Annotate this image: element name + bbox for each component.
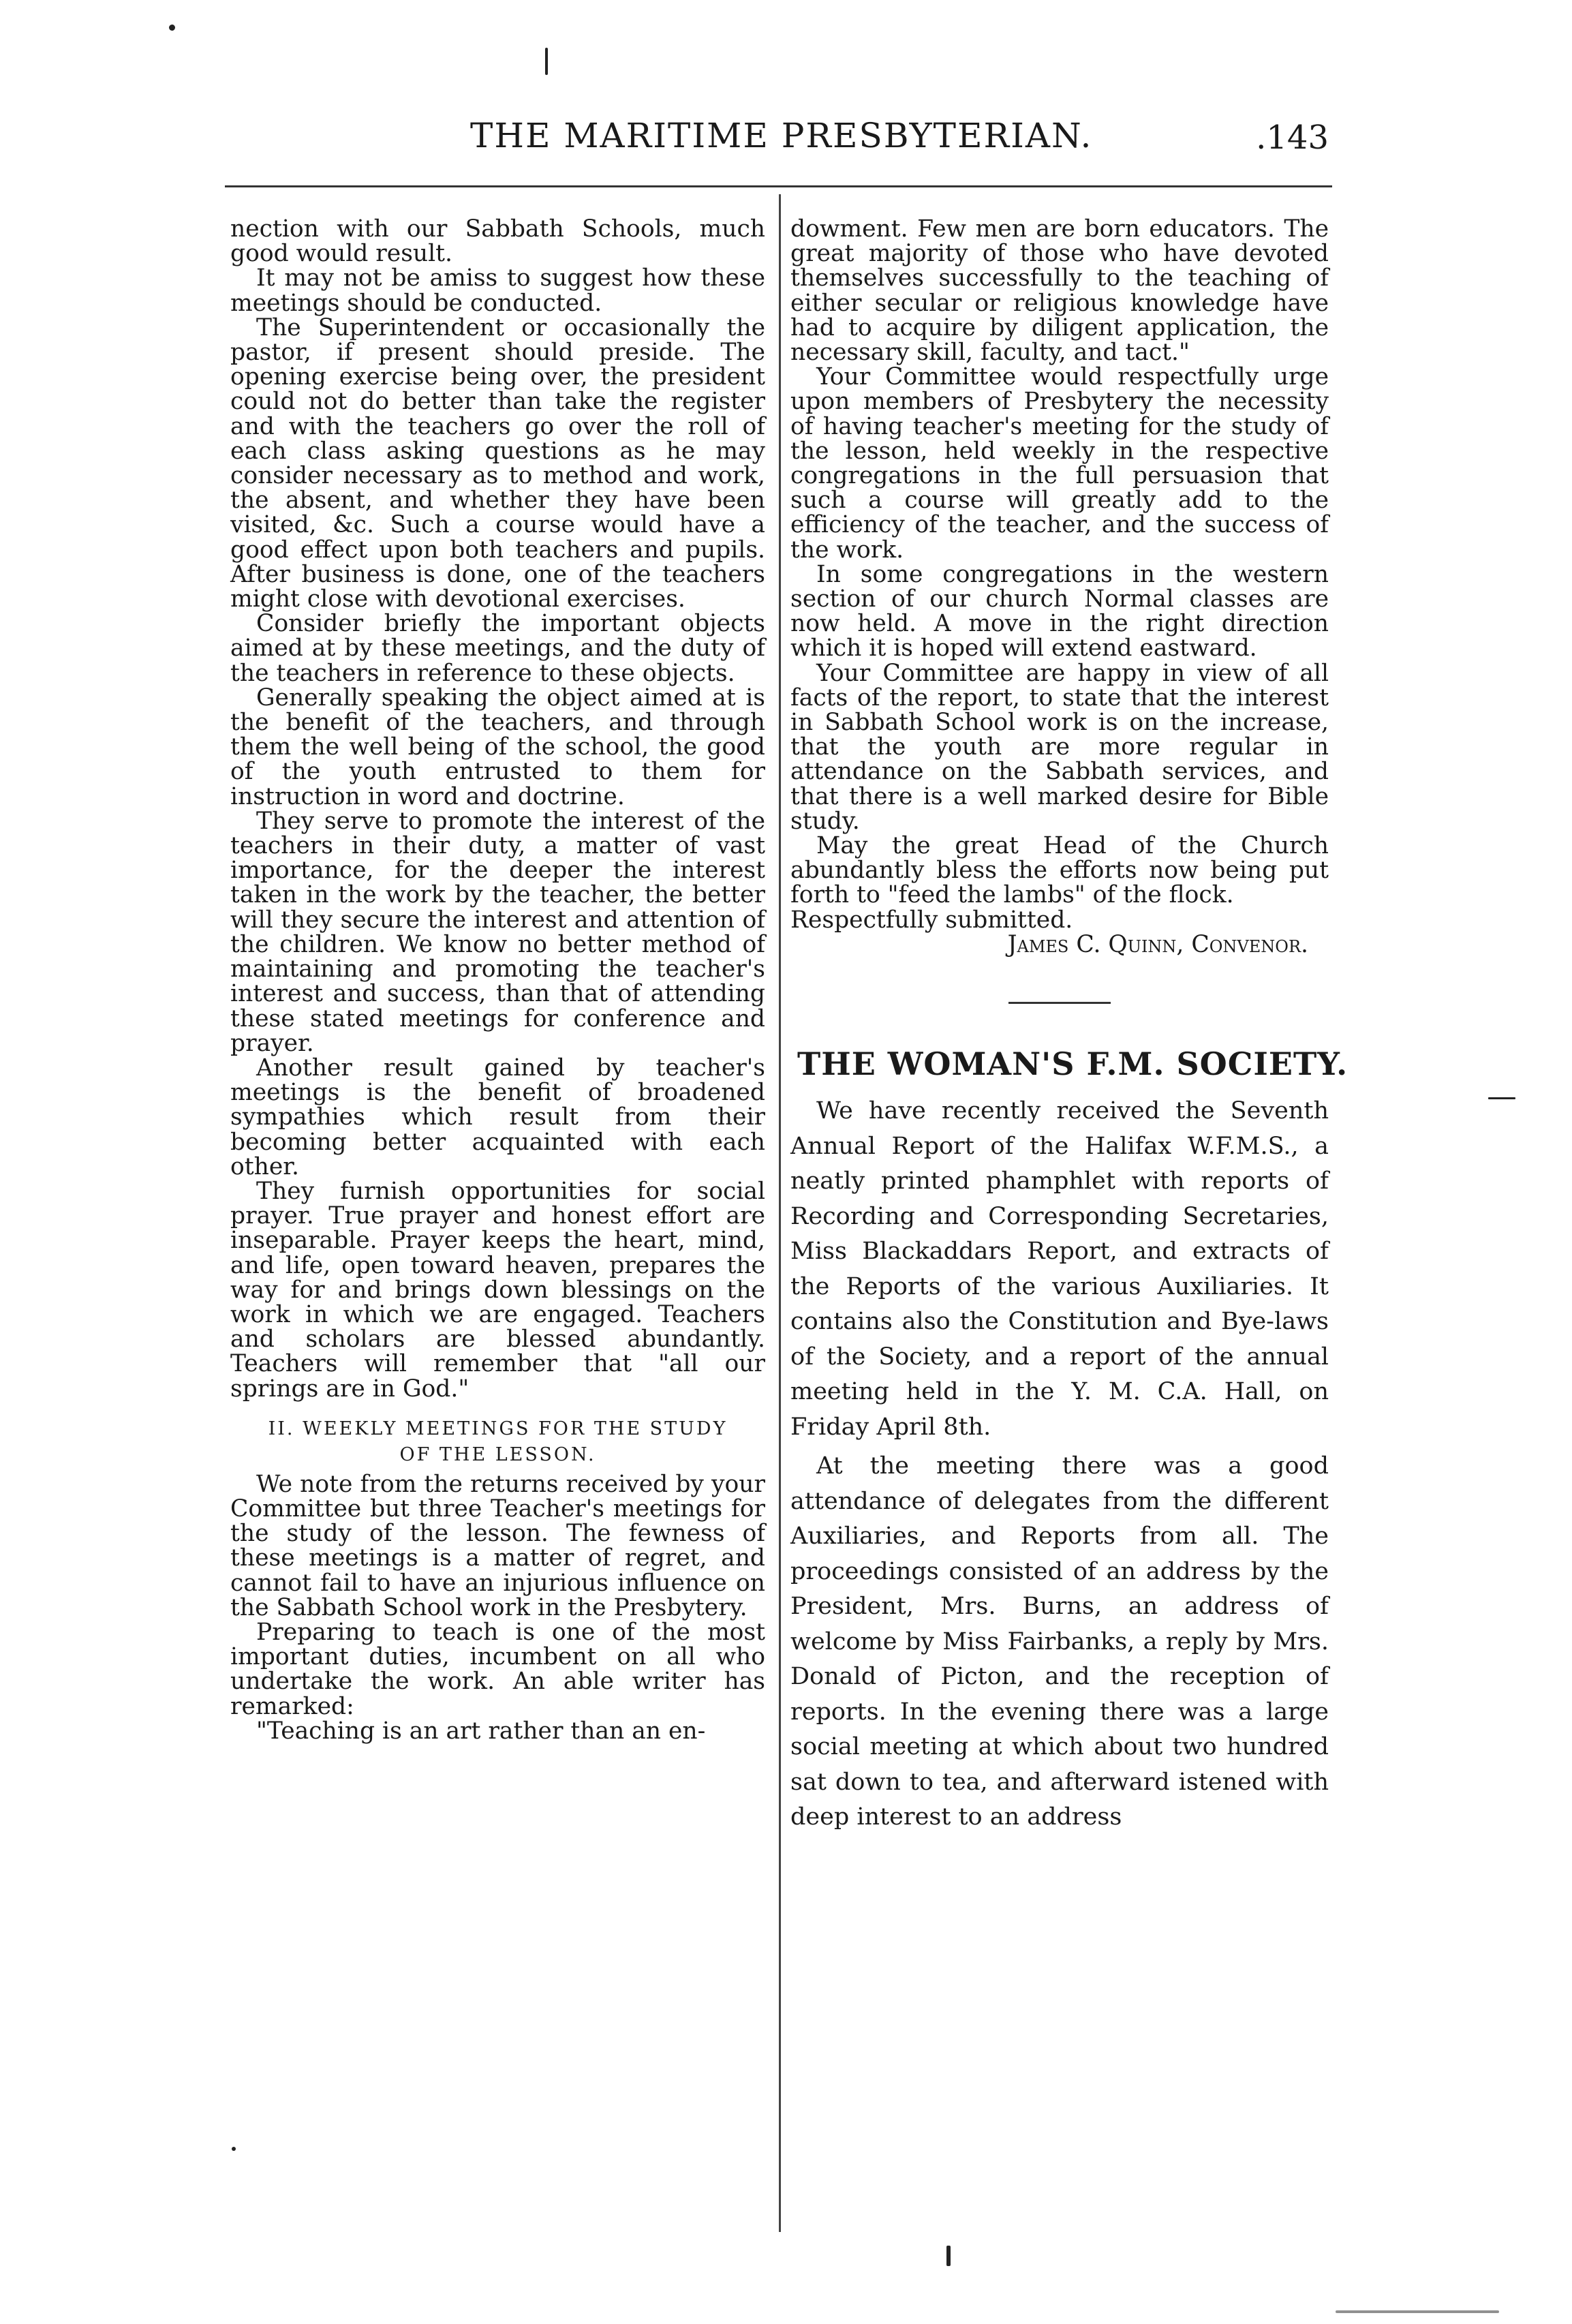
header-rule (225, 185, 1332, 187)
paragraph: dowment. Few men are born educators. The great majority of those who have devoted themselves successfully to the teaching of either secular or religious knowledge have had to acquire by diligent application, the necessary skill, faculty, and tact." (790, 215, 1329, 367)
paragraph: They serve to promote the interest of the teachers in their duty, a matter of vast importance, for the deeper the interest taken in the work by the teacher, the better will they secure the interest and attention of the children. We know no better method of maintaining and promoting the teacher's interest and success, than that of attending these stated meetings for conference and prayer. (230, 807, 765, 1057)
paragraph: At the meeting there was a good attendance of delegates from the different Auxiliaries, and Reports from all. The proceedings consisted of an address by the President, Mrs. Burns, an address of welcome by Miss Fairbanks, a reply by Mrs. Donald of Picton, and the reception of reports. In the evening there was a large social meeting at which about two hundred sat down to tea, and afterward istened with deep interest to an address (790, 1452, 1329, 1831)
left-column (230, 217, 765, 1743)
paragraph: Consider briefly the important objects aimed at by these meetings, and the duty of the teachers in reference to these objects. (230, 610, 765, 687)
paragraph: Generally speaking the object aimed at is the benefit of the teachers, and through them the well being of the school, the good of the youth entrusted to them for instruction in word and doctrine. (230, 684, 765, 810)
paragraph: They furnish opportunities for social prayer. True prayer and honest effort are inseparable. Prayer keeps the heart, mind, and life, open toward heaven, prepares the way for and brings down blessings on the work in which we are engaged. Teachers and scholars are blessed abundantly. Teachers will remember that "all our springs are in God." (230, 1177, 765, 1403)
signature: James C. Quinn, Convenor. (1007, 930, 1308, 958)
closing-line: Respectfully submitted. (790, 906, 1073, 934)
paragraph: Your Committee would respectfully urge upon members of Presbytery the necessity of having teacher's meeting for the study of the lesson, held weekly in the respective congregations in the full persuasion that such a course will greatly add to the efficiency of the teacher, and the success of the work. (790, 363, 1329, 564)
publication-title: THE MARITIME PRESBYTERIAN. (470, 116, 1093, 155)
paragraph: nection with our Sabbath Schools, much good would result. (230, 215, 765, 268)
scan-speck (1488, 1097, 1515, 1099)
paragraph: We have recently received the Seventh Annual Report of the Halifax W.F.M.S., a neatly printed phamphlet with reports of Recording and Corresponding Secretaries, Miss Blackaddars Report, and extracts of the Reports of the various Auxiliaries. It contains also the Constitution and Bye-laws of the Society, and a report of the annual meeting held in the Y. M. C.A. Hall, on Friday April 8th. (790, 1097, 1329, 1441)
scan-speck (545, 48, 548, 75)
article-title: THE WOMAN'S F.M. SOCIETY. (797, 1045, 1348, 1083)
article-body (790, 1094, 1329, 1835)
section-divider (1008, 1002, 1111, 1004)
column-divider (779, 194, 781, 2232)
section-heading-line: II. WEEKLY MEETINGS FOR THE STUDY (268, 1418, 728, 1439)
paragraph: In some congregations in the western section of our church Normal classes are now held. A move in the right direction which it is hoped will extend eastward. (790, 560, 1329, 662)
paragraph: Your Committee are happy in view of all facts of the report, to state that the interest in Sabbath School work is on the increase, that the youth are more regular in attendance on the Sabbath services, and that there is a well marked desire for Bible study. (790, 659, 1329, 835)
scan-speck (1336, 2310, 1499, 2313)
paragraph: The Superintendent or occasionally the pastor, if present should preside. The opening exercise being over, the president could not do better than take the register and with the teachers go over the roll of each class asking questions as he may consider necessary as to method and work, the absent, and whether they have been visited, &c. Such a course would have a good effect upon both teachers and pupils. After business is done, one of the teachers might close with devotional exercises. (230, 314, 765, 613)
page-number: .143 (1256, 119, 1329, 157)
paragraph: It may not be amiss to suggest how these meetings should be conducted. (230, 264, 765, 317)
paragraph: "Teaching is an art rather than an en- (256, 1717, 706, 1745)
paragraph: We note from the returns received by your Committee but three Teacher's meetings for the study of the lesson. The fewness of these meetings is a matter of regret, and cannot fail to have an injurious influence on the Sabbath School work in the Presbytery. (230, 1470, 765, 1621)
section-heading (230, 1416, 765, 1468)
right-column (790, 215, 1348, 1839)
paragraph: Preparing to teach is one of the most important duties, incumbent on all who undertake the work. An able writer has remarked: (230, 1618, 765, 1720)
scan-speck (169, 25, 175, 31)
section-heading-line: OF THE LESSON. (399, 1443, 596, 1465)
scan-speck (946, 2246, 951, 2266)
paragraph: May the great Head of the Church abundantly bless the efforts now being put forth to "feed the lambs" of the flock. (790, 832, 1329, 909)
paragraph: Another result gained by teacher's meetings is the benefit of broadened sympathies which result from their becoming better acquainted with each other. (230, 1054, 765, 1180)
page-header (225, 116, 1329, 170)
scan-speck (232, 2147, 236, 2151)
